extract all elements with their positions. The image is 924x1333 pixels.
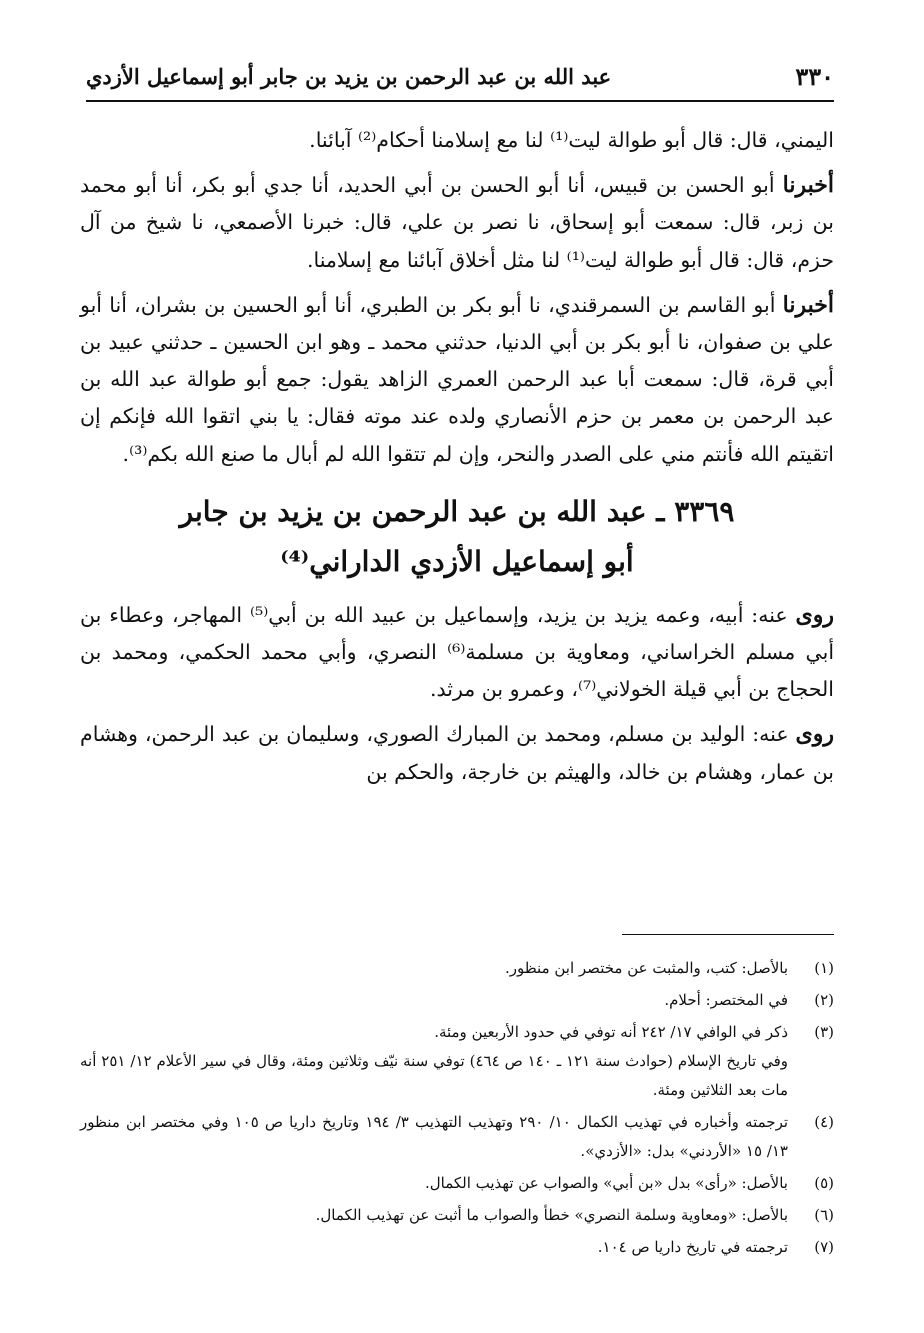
footnote-text: [80, 986, 788, 1015]
page-header: [86, 56, 834, 102]
footnote: [80, 1169, 834, 1198]
paragraph-3: [80, 287, 834, 473]
entry-heading: [80, 487, 834, 587]
paragraph-text: أبو القاسم بن السمرقندي، نا أبو بكر بن الطبري، أنا أبو الحسين بن بشران، أنا أبو علي بن صفوان، نا أبو بكر بن أبي الدنيا، حدثني محمد ـ وهو ابن الحسين ـ حدثني عبيد بن أبي قرة، قال: سمعت أبا عبد الرحمن العمري الزاهد يقول: جمع أبو طوالة عبد الله بن عبد الرحمن بن معمر بن حزم الأنصاري ولده عند موته فقال: يا بني اتقوا الله فإنكم إن اتقيتم الله فأنتم مني على الصدر والنحر، وإن لم تتقوا الله لم أبال ما صنع الله بكم⁽³⁾.: [80, 292, 834, 466]
footnote-number: (٢): [814, 991, 834, 1009]
footnote: [80, 1201, 834, 1230]
footnote-number: (٧): [814, 1238, 834, 1256]
footnote-line: بالأصل: «ومعاوية وسلمة النصري» خطأ والصواب ما أثبت عن تهذيب الكمال.: [315, 1206, 788, 1224]
footnote-divider: [622, 934, 834, 935]
footnote-text: [80, 1201, 788, 1230]
main-text: [80, 122, 834, 799]
running-title: عبد الله بن عبد الرحمن بن يزيد بن جابر أبو إسماعيل الأزدي: [86, 64, 612, 89]
footnote-number: (١): [814, 959, 834, 977]
footnote-text: [80, 1169, 788, 1198]
footnote-line: بالأصل: «رأى» بدل «بن أبي» والصواب عن تهذيب الكمال.: [424, 1174, 788, 1192]
footnote: [80, 1018, 834, 1105]
footnote-line: في المختصر: أحلام.: [664, 991, 788, 1009]
footnote-text: [80, 1233, 788, 1262]
paragraph-1: [80, 122, 834, 159]
paragraph-lead: أخبرنا: [782, 172, 834, 199]
footnote-number: (٣): [814, 1023, 834, 1041]
footnote-line: بالأصل: كتب، والمثبت عن مختصر ابن منظور.: [504, 959, 788, 977]
footnote-line: ترجمته في تاريخ داريا ص ١٠٤.: [597, 1238, 788, 1256]
entry-heading-line-1: ٣٣٦٩ ـ عبد الله بن عبد الرحمن بن يزيد بن جابر: [179, 494, 735, 528]
paragraph-2: [80, 167, 834, 279]
entry-heading-line-2: أبو إسماعيل الأزدي الداراني⁽⁴⁾: [280, 544, 634, 578]
footnote-number: (٦): [814, 1206, 834, 1224]
footnotes: [80, 954, 834, 1265]
footnote: [80, 986, 834, 1015]
paragraph-lead: روى: [795, 721, 834, 748]
footnote: [80, 1108, 834, 1166]
footnote-text: [80, 1108, 788, 1166]
footnote-text: [80, 954, 788, 983]
footnote: [80, 954, 834, 983]
footnote-line: ذكر في الوافي ١٧/ ٢٤٢ أنه توفي في حدود الأربعين ومئة.: [434, 1023, 788, 1041]
footnote: [80, 1233, 834, 1262]
paragraph-5: [80, 716, 834, 790]
paragraph-text: اليمني، قال: قال أبو طوالة ليت⁽¹⁾ لنا مع إسلامنا أحكام⁽²⁾ آبائنا.: [309, 128, 834, 152]
paragraph-4: [80, 597, 834, 709]
paragraph-text: عنه: أبيه، وعمه يزيد بن يزيد، وإسماعيل بن عبيد الله بن أبي⁽⁵⁾ المهاجر، وعطاء بن أبي مسلم الخراساني، ومعاوية بن مسلمة⁽⁶⁾ النصري، وأبي محمد الحكمي، ومحمد بن الحجاج بن أبي قيلة الخولاني⁽⁷⁾، وعمرو بن مرثد.: [80, 602, 835, 702]
footnote-line: وفي تاريخ الإسلام (حوادث سنة ١٢١ ـ ١٤٠ ص ٤٦٤) توفي سنة نيّف وثلاثين ومئة، وقال في سير الأعلام ١٢/ ٢٥١ أنه مات بعد الثلاثين ومئة.: [80, 1052, 789, 1099]
page-number: ٣٣٠: [795, 62, 834, 91]
footnote-line: ترجمته وأخباره في تهذيب الكمال ١٠/ ٢٩٠ وتهذيب التهذيب ٣/ ١٩٤ وتاريخ داريا ص ١٠٥ وفي مختصر ابن منظور ١٣/ ١٥ «الأردني» بدل: «الأزدي».: [80, 1113, 789, 1160]
footnote-number: (٥): [814, 1174, 834, 1192]
paragraph-lead: أخبرنا: [782, 291, 834, 318]
footnote-number: (٤): [814, 1113, 834, 1131]
paragraph-lead: روى: [795, 601, 834, 628]
paragraph-text: أبو الحسن بن قبيس، أنا أبو الحسن بن أبي الحديد، أنا جدي أبو بكر، أنا أبو محمد بن زبر، قال: سمعت أبو إسحاق، نا نصر بن علي، قال: خبرنا الأصمعي، نا شيخ من آل حزم، قال: قال أبو طوالة ليت⁽¹⁾ لنا مثل أخلاق آبائنا مع إسلامنا.: [80, 173, 834, 272]
footnote-text: [80, 1018, 788, 1105]
paragraph-text: عنه: الوليد بن مسلم، ومحمد بن المبارك الصوري، وسليمان بن عبد الرحمن، وهشام بن عمار، وهشام بن خالد، والهيثم بن خارجة، والحكم بن: [80, 722, 834, 784]
